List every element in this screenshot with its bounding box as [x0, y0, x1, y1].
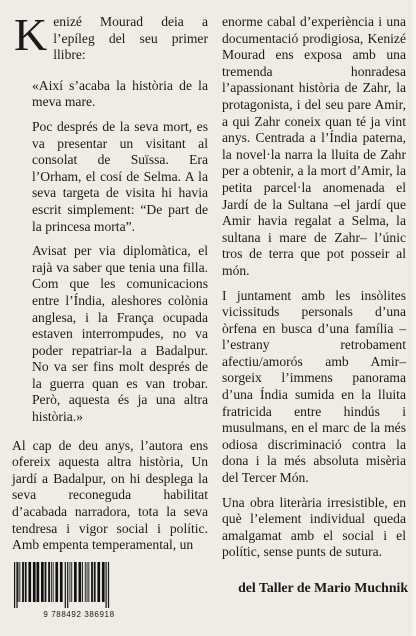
synopsis-paragraph-2: I juntament amb les insòlites vicissituds personals d’una òrfena en busca d’una família –l’estrany retrobament afectiu/amorós amb Amir– sorgeix l’immens panorama d’una Índia sumida en la lluita fratricida entre hindús i musulmans, en el marc de la més odiosa discriminació contra la dona i la més absoluta misèria del Tercer Món. [222, 287, 406, 486]
quote-paragraph-2: Poc després de la seva mort, es va presentar un visitant al consolat de Suïssa. Era l’Orham, el cosí de Selma. A la seva targeta de visita hi havia escrit simplement: “De part de la princesa morta”. [32, 118, 208, 234]
page-edge [408, 0, 416, 636]
publisher-imprint: del Taller de Mario Muchnik [238, 580, 408, 595]
intro-text: enizé Mourad deia a l’epíleg del seu primer llibre: [53, 14, 208, 63]
left-column [12, 9, 208, 554]
quote-paragraph-1: «Així s’acaba la història de la meva mare. [32, 77, 208, 110]
isbn-barcode [10, 562, 148, 624]
quote-paragraph-3: Avisat per via diplomàtica, el rajà va saber que tenia una filla. Com que les comunicacions entre l’Índia, aleshores colònia anglesa, i la França ocupada estaven interrompudes, no va poder repatriar-la a Badalpur. No va ser fins molt després de la guerra quan es van trobar. Però, aquesta és ja una altra història.» [32, 243, 208, 425]
intro-paragraph [12, 9, 208, 64]
right-column [222, 14, 406, 561]
closing-paragraph: Al cap de deu anys, l’autora ens ofereix aquesta altra història, Un jardí a Badalpur, on hi desplega la seva reconeguda habilitat d’acabada narradora, tota la seva tendresa i vigor social i polític. Amb empenta temperamental, un [12, 437, 208, 553]
barcode-bars [10, 562, 148, 608]
epilogue-quote [12, 78, 208, 426]
drop-cap: K [14, 9, 48, 60]
synopsis-paragraph-3: Una obra literària irresistible, en què l’element individual queda amalgamat amb el social i el polític, sense punts de sutura. [222, 494, 406, 560]
synopsis-paragraph-1: enorme cabal d’experiència i una documentació prodigiosa, Kenizé Mourad ens exposa amb una tremenda honradesa l’apassionant història de Zahr, la protagonista, i del seu pare Amir, a qui Zahr coneix quan té ja vint anys. Centrada a l’Índia paterna, la novel·la narra la lluita de Zahr per a obtenir, a la mort d’Amir, la petita parcel·la anomenada el Jardí de la Sultana –el jardí que Amir havia regalat a Selma, la sultana i mare de Zahr– l’únic tros de terra que pot posseir al món. [222, 14, 406, 278]
isbn-number: 9 788492 386918 [43, 610, 115, 619]
